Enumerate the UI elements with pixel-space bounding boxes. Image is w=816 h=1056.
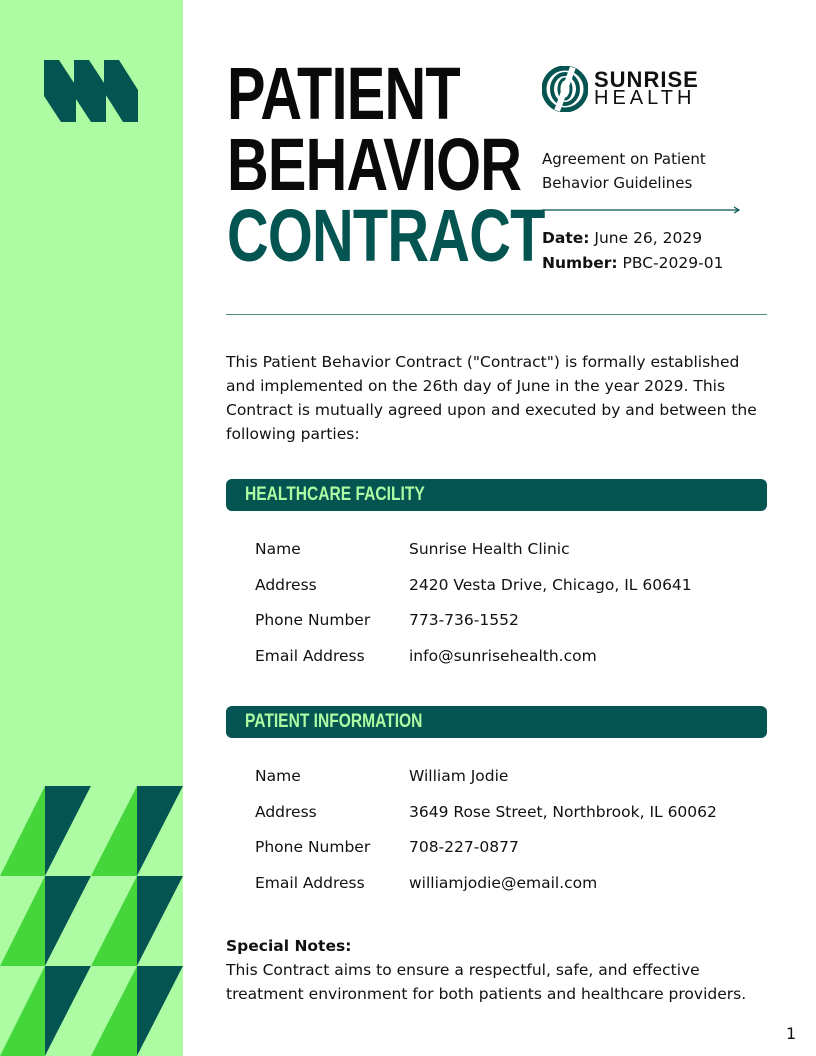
table-row [255, 767, 755, 803]
header-divider [226, 314, 767, 315]
facility-section-header [226, 479, 767, 511]
table-row [255, 611, 755, 647]
patient-phone-value: 708-227-0877 [409, 838, 519, 856]
special-notes-heading: Special Notes: [226, 937, 352, 955]
patient-email-label: Email Address [255, 873, 365, 892]
table-row [255, 576, 755, 612]
special-notes [226, 934, 771, 1006]
facility-email-label: Email Address [255, 646, 365, 665]
arrow-right-icon [542, 205, 742, 215]
brand-name-line-2: HEALTH [594, 87, 696, 109]
title-line-1: PATIENT [227, 52, 460, 135]
patient-name-label: Name [255, 767, 301, 785]
facility-name-value: Sunrise Health Clinic [409, 540, 570, 558]
number-label: Number: [542, 254, 618, 272]
patient-address-value: 3649 Rose Street, Northbrook, IL 60062 [409, 802, 717, 821]
facility-name-label: Name [255, 540, 301, 558]
zigzag-logo-icon [44, 60, 140, 124]
date-label: Date: [542, 229, 590, 247]
patient-section-header [226, 706, 767, 738]
date-line [542, 226, 723, 251]
brand-name-line-1: SUNRISE [594, 67, 699, 92]
patient-email-value: williamjodie@email.com [409, 873, 598, 892]
intro-paragraph: This Patient Behavior Contract ("Contract") is formally established and implemented on the 26th day of June in the year 2029. This Contract is mutually agreed upon and executed by and between the following parties: [226, 353, 757, 443]
table-row [255, 540, 755, 576]
brand-logo [542, 66, 699, 112]
facility-heading: HEALTHCARE FACILITY [245, 484, 425, 505]
facility-address-value: 2420 Vesta Drive, Chicago, IL 60641 [409, 575, 692, 594]
facility-phone-label: Phone Number [255, 611, 371, 629]
patient-name-value: William Jodie [409, 767, 509, 785]
concentric-ring-logo-icon [542, 66, 588, 112]
page-number: 1 [786, 1024, 797, 1043]
table-row [255, 874, 755, 910]
facility-phone-value: 773-736-1552 [409, 611, 519, 629]
document-meta [542, 226, 723, 276]
document-title [227, 52, 545, 277]
facility-email-value: info@sunrisehealth.com [409, 646, 597, 665]
patient-info-table [255, 767, 755, 909]
patient-phone-label: Phone Number [255, 838, 371, 856]
patient-heading: PATIENT INFORMATION [245, 711, 423, 732]
date-value: June 26, 2029 [594, 229, 703, 247]
sidebar-decoration [0, 0, 183, 1056]
table-row [255, 838, 755, 874]
table-row [255, 647, 755, 683]
table-row [255, 803, 755, 839]
patient-address-label: Address [255, 802, 317, 821]
title-line-2: BEHAVIOR [227, 123, 522, 206]
special-notes-text: This Contract aims to ensure a respectful, safe, and effective treatment environment for both patients and healthcare providers. [226, 961, 747, 1003]
triangle-pattern [0, 786, 183, 1056]
number-value: PBC-2029-01 [622, 254, 724, 272]
number-line [542, 251, 723, 276]
facility-address-label: Address [255, 575, 317, 594]
title-line-3: CONTRACT [227, 194, 545, 277]
document-subtitle: Agreement on Patient Behavior Guidelines [542, 150, 706, 192]
facility-info-table [255, 540, 755, 682]
